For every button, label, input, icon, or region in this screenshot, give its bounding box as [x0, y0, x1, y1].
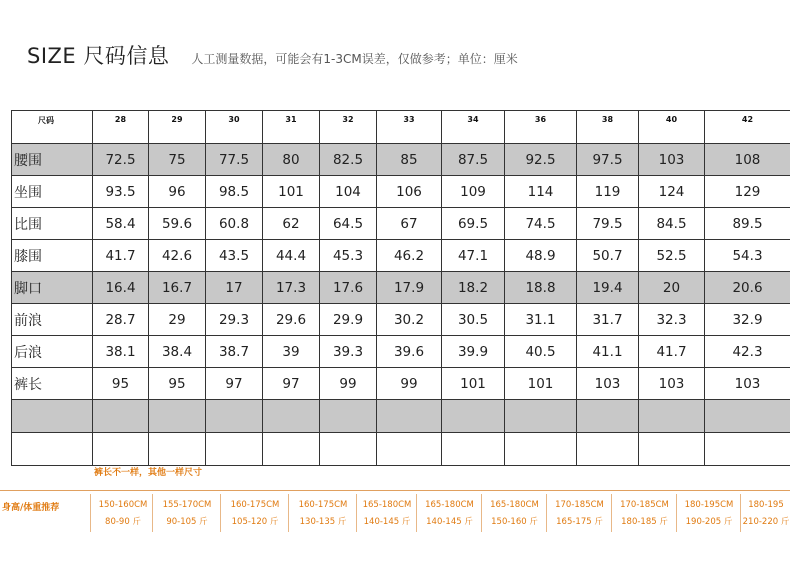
recommend-divider: [546, 494, 547, 532]
measurement-cell: 30.2: [377, 304, 442, 336]
recommend-item: [154, 497, 220, 531]
measurement-cell: 39: [263, 336, 320, 368]
recommend-height: 165-180CM: [362, 500, 412, 510]
measurement-cell: 28.7: [93, 304, 149, 336]
measurement-cell: 79.5: [577, 208, 639, 240]
empty-cell: [93, 400, 149, 433]
recommend-item: [418, 497, 481, 531]
measurement-cell: 103: [577, 368, 639, 400]
measurement-cell: 29.6: [263, 304, 320, 336]
measurement-cell: 40.5: [505, 336, 577, 368]
recommend-divider: [740, 494, 741, 532]
recommend-height: 155-170CM: [162, 500, 212, 510]
recommend-height: 170-185CM: [555, 500, 604, 510]
measurement-cell: 62: [263, 208, 320, 240]
measurement-cell: 44.4: [263, 240, 320, 272]
measurement-note: 人工测量数据，可能会有1-3CM误差，仅做参考；单位：厘米: [191, 52, 518, 66]
measurement-cell: 39.9: [442, 336, 505, 368]
recommend-item: [358, 497, 416, 531]
empty-cell: [263, 433, 320, 466]
recommend-height: 165-180CM: [490, 500, 539, 510]
measurement-cell: 97: [263, 368, 320, 400]
empty-cell: [505, 433, 577, 466]
recommend-item: [742, 497, 790, 531]
recommend-weight: 150-160 斤: [491, 517, 538, 527]
measurement-cell: 103: [639, 144, 705, 176]
empty-cell: [149, 400, 206, 433]
empty-cell: [12, 400, 93, 433]
empty-cell: [149, 433, 206, 466]
empty-cell: [705, 400, 790, 433]
measurement-cell: 89.5: [705, 208, 790, 240]
measurement-row: [12, 272, 790, 304]
measurement-cell: 101: [505, 368, 577, 400]
measurement-cell: 17.6: [320, 272, 377, 304]
measurement-cell: 119: [577, 176, 639, 208]
empty-row: [12, 433, 790, 466]
recommend-item: [678, 497, 740, 531]
measurement-cell: 75: [149, 144, 206, 176]
measurement-row: [12, 368, 790, 400]
measurement-cell: 39.6: [377, 336, 442, 368]
measurement-cell: 32.9: [705, 304, 790, 336]
measurement-cell: 30.5: [442, 304, 505, 336]
measurement-cell: 16.7: [149, 272, 206, 304]
size-header-cell: 36: [505, 111, 577, 144]
recommend-weight: 165-175 斤: [556, 517, 603, 527]
measurement-cell: 16.4: [93, 272, 149, 304]
empty-cell: [639, 400, 705, 433]
measurement-cell: 64.5: [320, 208, 377, 240]
measurement-cell: 80: [263, 144, 320, 176]
recommend-divider: [416, 494, 417, 532]
measurement-cell: 101: [263, 176, 320, 208]
measurement-label: 坐围: [12, 176, 93, 208]
recommend-item: [613, 497, 676, 531]
recommend-item: [92, 497, 154, 531]
measurement-cell: 103: [705, 368, 790, 400]
size-header-cell: 31: [263, 111, 320, 144]
recommend-divider: [90, 494, 91, 532]
size-header-cell: 28: [93, 111, 149, 144]
recommend-weight: 130-135 斤: [299, 517, 347, 527]
recommend-height: 170-185CM: [620, 500, 669, 510]
recommend-weight: 210-220 斤: [742, 517, 790, 527]
measurement-cell: 43.5: [206, 240, 263, 272]
recommend-item: [548, 497, 611, 531]
recommend-height: 180-195: [748, 500, 784, 510]
empty-cell: [320, 433, 377, 466]
empty-cell: [377, 400, 442, 433]
recommend-item: [222, 497, 288, 531]
size-header-cell: 38: [577, 111, 639, 144]
measurement-cell: 17.9: [377, 272, 442, 304]
measurement-cell: 95: [93, 368, 149, 400]
measurement-cell: 108: [705, 144, 790, 176]
recommend-item: [290, 497, 356, 531]
measurement-row: [12, 176, 790, 208]
measurement-cell: 18.8: [505, 272, 577, 304]
footnote: 裤长不一样，其他一样尺寸: [94, 468, 203, 478]
measurement-cell: 17.3: [263, 272, 320, 304]
measurement-cell: 41.7: [639, 336, 705, 368]
recommend-divider: [152, 494, 153, 532]
measurement-cell: 42.6: [149, 240, 206, 272]
measurement-cell: 87.5: [442, 144, 505, 176]
recommend-height: 160-175CM: [230, 500, 280, 510]
measurement-cell: 48.9: [505, 240, 577, 272]
recommend-divider: [356, 494, 357, 532]
measurement-cell: 45.3: [320, 240, 377, 272]
measurement-cell: 31.1: [505, 304, 577, 336]
measurement-cell: 20.6: [705, 272, 790, 304]
recommend-height: 165-180CM: [425, 500, 474, 510]
measurement-cell: 96: [149, 176, 206, 208]
measurement-cell: 58.4: [93, 208, 149, 240]
measurement-cell: 50.7: [577, 240, 639, 272]
recommend-divider: [288, 494, 289, 532]
measurement-cell: 67: [377, 208, 442, 240]
measurement-cell: 98.5: [206, 176, 263, 208]
recommend-divider: [676, 494, 677, 532]
measurement-cell: 29.3: [206, 304, 263, 336]
empty-cell: [442, 400, 505, 433]
empty-row: [12, 400, 790, 433]
measurement-cell: 106: [377, 176, 442, 208]
measurement-cell: 41.1: [577, 336, 639, 368]
empty-cell: [320, 400, 377, 433]
measurement-cell: 97.5: [577, 144, 639, 176]
empty-cell: [377, 433, 442, 466]
empty-cell: [206, 433, 263, 466]
measurement-cell: 42.3: [705, 336, 790, 368]
empty-cell: [93, 433, 149, 466]
recommend-divider: [220, 494, 221, 532]
empty-cell: [442, 433, 505, 466]
measurement-cell: 69.5: [442, 208, 505, 240]
size-header-cell: 30: [206, 111, 263, 144]
size-table: [11, 110, 790, 466]
measurement-cell: 54.3: [705, 240, 790, 272]
size-header-label: 尺码: [12, 111, 93, 144]
measurement-row: [12, 336, 790, 368]
measurement-row: [12, 240, 790, 272]
measurement-label: 脚口: [12, 272, 93, 304]
empty-cell: [639, 433, 705, 466]
recommend-item: [483, 497, 546, 531]
measurement-cell: 104: [320, 176, 377, 208]
measurement-cell: 92.5: [505, 144, 577, 176]
recommendation-bar: [0, 490, 790, 532]
measurement-cell: 95: [149, 368, 206, 400]
empty-cell: [12, 433, 93, 466]
empty-cell: [263, 400, 320, 433]
measurement-cell: 41.7: [93, 240, 149, 272]
measurement-cell: 72.5: [93, 144, 149, 176]
measurement-cell: 124: [639, 176, 705, 208]
measurement-label: 裤长: [12, 368, 93, 400]
empty-cell: [577, 400, 639, 433]
size-header-row: [12, 111, 790, 144]
measurement-cell: 103: [639, 368, 705, 400]
measurement-cell: 38.4: [149, 336, 206, 368]
recommend-label: 身高/体重推荐: [2, 503, 60, 513]
measurement-cell: 18.2: [442, 272, 505, 304]
measurement-cell: 38.1: [93, 336, 149, 368]
measurement-cell: 74.5: [505, 208, 577, 240]
measurement-cell: 29.9: [320, 304, 377, 336]
measurement-row: [12, 304, 790, 336]
empty-cell: [577, 433, 639, 466]
measurement-label: 后浪: [12, 336, 93, 368]
recommend-weight: 140-145 斤: [363, 517, 411, 527]
recommend-weight: 105-120 斤: [231, 517, 279, 527]
measurement-cell: 47.1: [442, 240, 505, 272]
recommend-weight: 180-185 斤: [621, 517, 668, 527]
size-header-cell: 32: [320, 111, 377, 144]
page-header: [27, 40, 518, 70]
measurement-cell: 114: [505, 176, 577, 208]
measurement-cell: 20: [639, 272, 705, 304]
measurement-cell: 60.8: [206, 208, 263, 240]
measurement-cell: 99: [320, 368, 377, 400]
size-header-cell: 29: [149, 111, 206, 144]
measurement-label: 膝围: [12, 240, 93, 272]
measurement-label: 比围: [12, 208, 93, 240]
measurement-cell: 99: [377, 368, 442, 400]
empty-cell: [505, 400, 577, 433]
measurement-label: 前浪: [12, 304, 93, 336]
measurement-row: [12, 144, 790, 176]
measurement-cell: 29: [149, 304, 206, 336]
measurement-cell: 82.5: [320, 144, 377, 176]
measurement-cell: 19.4: [577, 272, 639, 304]
measurement-cell: 31.7: [577, 304, 639, 336]
measurement-cell: 85: [377, 144, 442, 176]
measurement-cell: 129: [705, 176, 790, 208]
empty-cell: [705, 433, 790, 466]
measurement-cell: 109: [442, 176, 505, 208]
recommend-divider: [481, 494, 482, 532]
measurement-cell: 84.5: [639, 208, 705, 240]
measurement-cell: 77.5: [206, 144, 263, 176]
recommend-weight: 190-205 斤: [685, 517, 733, 527]
size-header-cell: 42: [705, 111, 790, 144]
measurement-label: 腰围: [12, 144, 93, 176]
measurement-cell: 52.5: [639, 240, 705, 272]
recommend-height: 180-195CM: [684, 500, 734, 510]
measurement-cell: 17: [206, 272, 263, 304]
recommend-divider: [611, 494, 612, 532]
page-title: SIZE 尺码信息: [27, 44, 170, 68]
recommend-height: 150-160CM: [98, 500, 148, 510]
size-header-cell: 33: [377, 111, 442, 144]
recommend-weight: 90-105 斤: [166, 517, 208, 527]
size-header-cell: 40: [639, 111, 705, 144]
recommend-weight: 140-145 斤: [426, 517, 473, 527]
recommend-weight: 80-90 斤: [105, 517, 141, 527]
size-header-cell: 34: [442, 111, 505, 144]
measurement-row: [12, 208, 790, 240]
measurement-cell: 97: [206, 368, 263, 400]
measurement-cell: 46.2: [377, 240, 442, 272]
recommend-height: 160-175CM: [298, 500, 348, 510]
measurement-cell: 93.5: [93, 176, 149, 208]
measurement-cell: 38.7: [206, 336, 263, 368]
measurement-cell: 32.3: [639, 304, 705, 336]
measurement-cell: 59.6: [149, 208, 206, 240]
measurement-cell: 101: [442, 368, 505, 400]
measurement-cell: 39.3: [320, 336, 377, 368]
empty-cell: [206, 400, 263, 433]
